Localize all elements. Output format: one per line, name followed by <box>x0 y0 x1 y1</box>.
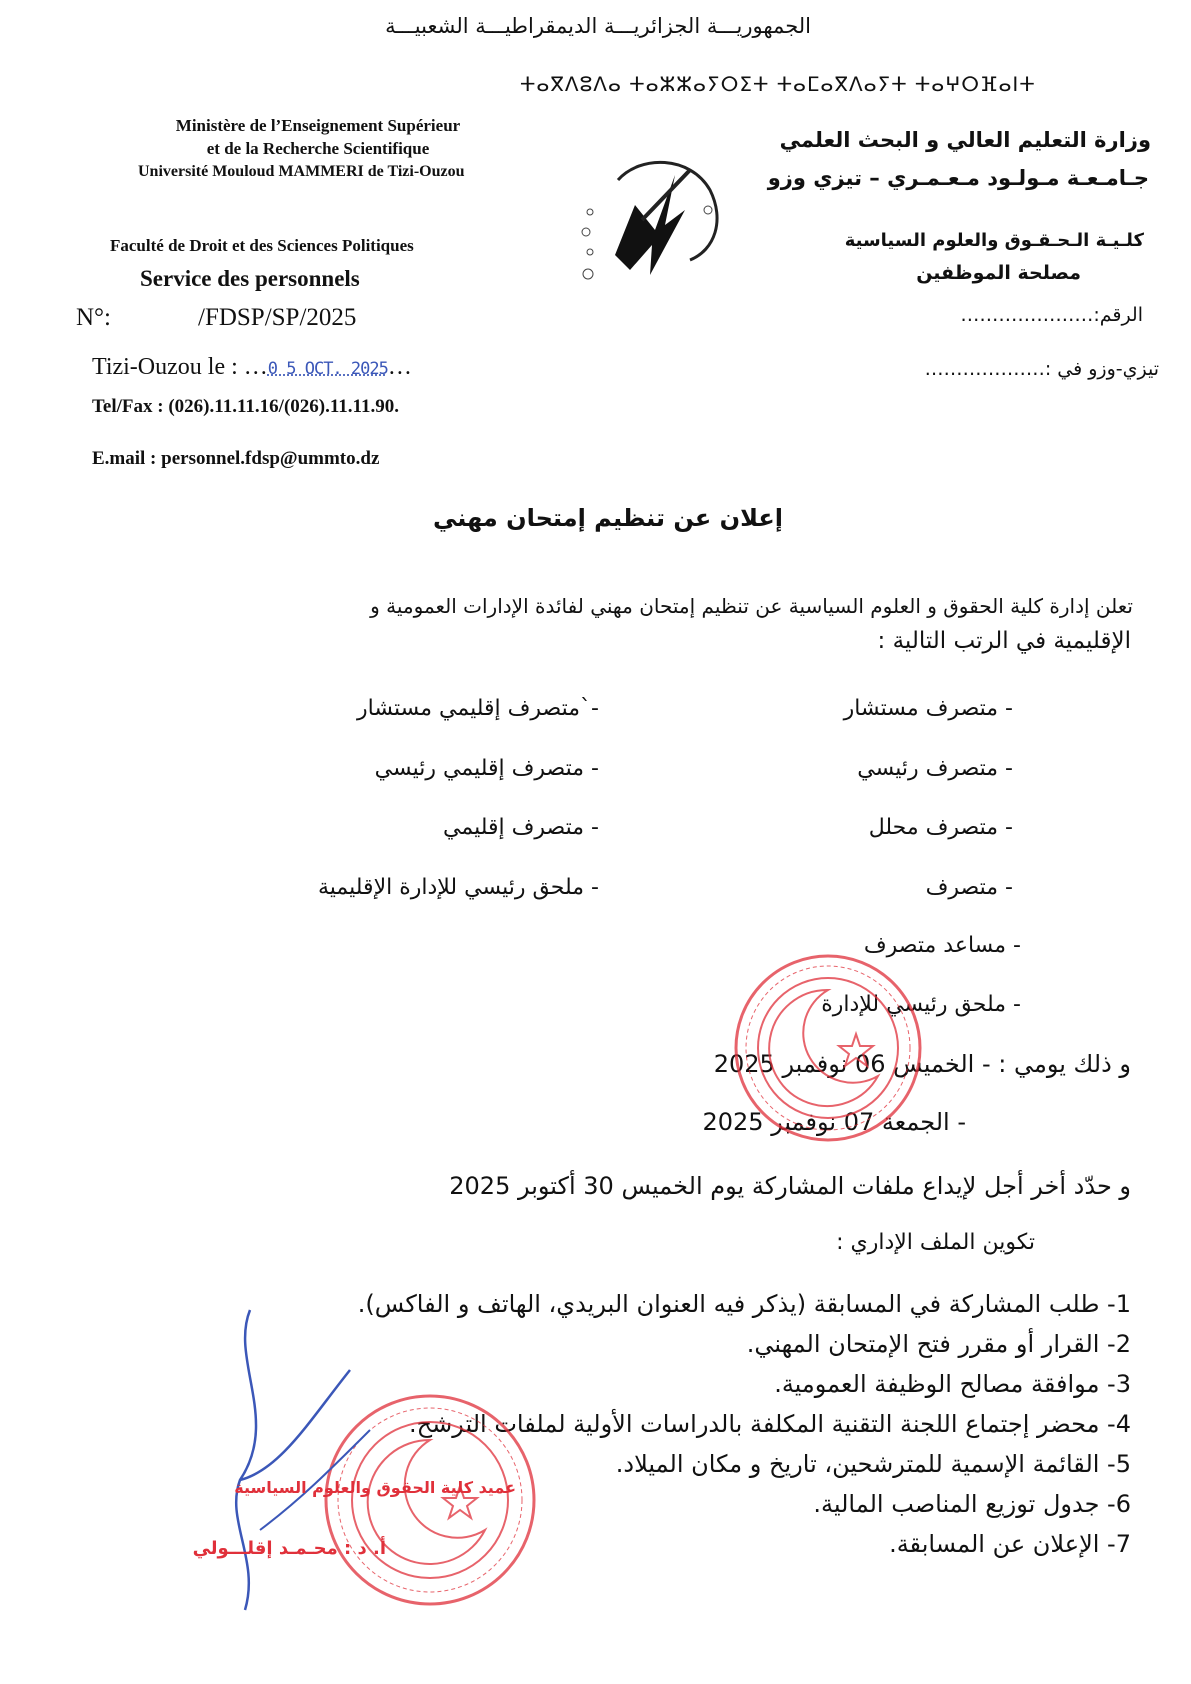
rank-left-2: - متصرف إقليمي رئيسي <box>374 756 599 781</box>
telfax: Tel/Fax : (026).11.11.16/(026).11.11.90. <box>92 396 399 417</box>
announcement-title: إعلان عن تنظيم إمتحان مهني <box>432 504 783 532</box>
rank-right-3: - متصرف محلل <box>868 815 1013 840</box>
file-item-6: 6- جدول توزيع المناصب المالية. <box>813 1490 1131 1518</box>
rank-right-1: - متصرف مستشار <box>843 696 1013 721</box>
handwritten-signature <box>220 1300 380 1620</box>
days-line2: - الجمعة 07 نوفمبر 2025 <box>702 1108 966 1136</box>
faculty-ar: كلـيـة الـحـقـوق والعلوم السياسية <box>844 230 1144 251</box>
date-label-ar: تيزي-وزو في :………………. <box>924 358 1159 380</box>
republic-title-ar: الجمهوريـــة الجزائريـــة الديمقراطيـــة الشعبيـــة <box>385 14 811 38</box>
file-item-2: 2- القرار أو مقرر فتح الإمتحان المهني. <box>746 1330 1131 1358</box>
ministry-fr-line2: et de la Recherche Scientifique <box>206 139 430 158</box>
rank-right-6: - ملحق رئيسي للإدارة <box>821 992 1021 1017</box>
rank-left-3: - متصرف إقليمي <box>443 815 599 840</box>
date-stamp: 0 5 OCT. 2025 <box>267 359 388 379</box>
ref-value-fr: /FDSP/SP/2025 <box>198 304 357 331</box>
rank-right-5: - مساعد متصرف <box>863 933 1021 958</box>
service-fr: Service des personnels <box>140 266 360 291</box>
ministry-fr-line1: Ministère de l’Enseignement Supérieur <box>175 116 461 135</box>
date-suffix-fr: … <box>387 354 412 380</box>
rank-left-4: - ملحق رئيسي للإدارة الإقليمية <box>317 875 599 900</box>
file-item-3: 3- موافقة مصالح الوظيفة العمومية. <box>774 1370 1131 1398</box>
date-label-fr: Tizi-Ouzou le : … <box>92 354 268 380</box>
university-ar: جـامـعـة مـولـود مـعـمـري – تيزي وزو <box>767 166 1149 190</box>
intro-line1: تعلن إدارة كلية الحقوق و العلوم السياسية عن تنظيم إمتحان مهني لفائدة الإدارات العمومية و <box>370 594 1133 618</box>
signature-title: عميد كلية الحقوق والعلوم السياسية <box>234 1478 516 1497</box>
signature-name: أ. د : محـمـد إقلـــولي <box>192 1538 386 1559</box>
ref-label-ar: الرقم:………………… <box>960 304 1143 326</box>
date-line-fr <box>92 354 412 381</box>
rank-right-4: - متصرف <box>925 875 1013 900</box>
rank-right-2: - متصرف رئيسي <box>857 756 1013 781</box>
file-title: تكوين الملف الإداري : <box>836 1230 1035 1255</box>
ministry-ar: وزارة التعليم العالي و البحث العلمي <box>779 128 1151 152</box>
intro-line2: الإقليمية في الرتب التالية : <box>877 628 1131 654</box>
file-item-7: 7- الإعلان عن المسابقة. <box>889 1530 1131 1558</box>
file-item-4: 4- محضر إجتماع اللجنة التقنية المكلفة بالدراسات الأولية لملفات الترشح. <box>409 1410 1131 1438</box>
email: E.mail : personnel.fdsp@ummto.dz <box>92 448 380 469</box>
file-item-1: 1- طلب المشاركة في المسابقة (يذكر فيه العنوان البريدي، الهاتف و الفاكس). <box>357 1290 1131 1318</box>
faculty-fr: Faculté de Droit et des Sciences Politiques <box>110 236 414 255</box>
republic-title-tifinagh: ⵜⴰⴳⴷⵓⴷⴰ ⵜⴰⵣⵣⴰⵢⵔⵉⵜ ⵜⴰⵎⴰⴳⴷⴰⵢⵜ ⵜⴰⵖⵔⴼⴰⵏⵜ <box>520 72 1036 96</box>
ref-label-fr: N°: <box>76 304 111 331</box>
official-round-stamp-top <box>728 948 928 1148</box>
file-item-5: 5- القائمة الإسمية للمترشحين، تاريخ و مكان الميلاد. <box>615 1450 1131 1478</box>
days-line1: و ذلك يومي : - الخميس 06 نوفمبر 2025 <box>713 1050 1131 1078</box>
rank-left-1: -`متصرف إقليمي مستشار <box>357 696 599 721</box>
university-fr: Université Mouloud MAMMERI de Tizi-Ouzou <box>138 163 465 180</box>
university-logo <box>580 150 730 290</box>
deadline: و حدّد أخر أجل لإيداع ملفات المشاركة يوم الخميس 30 أكتوبر 2025 <box>449 1172 1131 1200</box>
service-ar: مصلحة الموظفين <box>916 262 1081 284</box>
